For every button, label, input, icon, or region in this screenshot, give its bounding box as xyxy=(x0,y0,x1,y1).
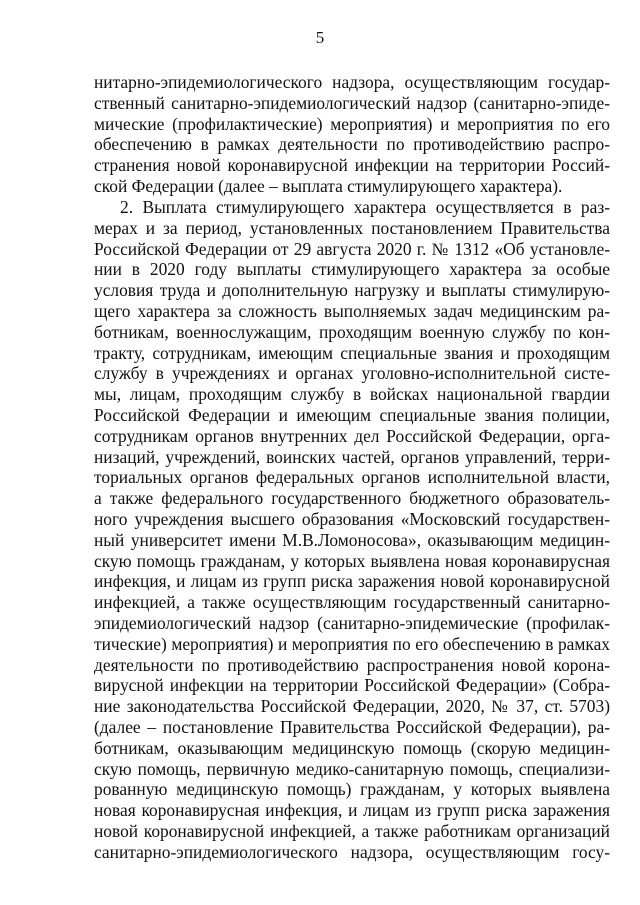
text-line: новой коронавирусной инфекцией, а также работникам организаций xyxy=(94,820,610,841)
page-number: 5 xyxy=(315,28,325,47)
text-line: нитарно-эпидемиологического надзора, осуществляющим государ- xyxy=(94,72,610,92)
text-line: а также федерального государственного бюджетного образователь- xyxy=(94,488,610,509)
text-line: (далее – постановление Правительства Российской Федерации), ра- xyxy=(94,716,610,737)
text-line: сотрудникам органов внутренних дел Российской Федерации, орга- xyxy=(94,425,610,446)
text-line: скую помощь, первичную медико-санитарную помощь, специализи- xyxy=(94,758,610,779)
text-line: Российской Федерации и имеющим специальные звания полиции, xyxy=(94,404,610,425)
text-line: мические (профилактические) мероприятия) и мероприятия по его xyxy=(94,113,610,134)
text-line: тические) мероприятия) и мероприятия по его обеспечению в рамках xyxy=(94,633,610,654)
text-line: ние законодательства Российской Федерации, 2020, № 37, ст. 5703) xyxy=(94,696,610,717)
text-line: инфекция, и лицам из групп риска заражения новой коронавирусной xyxy=(94,571,610,592)
text-line: обеспечению в рамках деятельности по противодействию распро- xyxy=(94,134,610,155)
text-line: ботникам, оказывающим медицинскую помощь (скорую медицин- xyxy=(94,737,610,758)
text-line: эпидемиологический надзор (санитарно-эпидемические (профилак- xyxy=(94,612,610,633)
text-line: скую помощь гражданам, у которых выявлена новая коронавирусная xyxy=(94,550,610,571)
text-line: тракту, сотрудникам, имеющим специальные звания и проходящим xyxy=(94,342,610,363)
text-line: 2. Выплата стимулирующего характера осуществляется в раз- xyxy=(120,197,610,217)
text-line: ственный санитарно-эпидемиологический надзор (санитарно-эпиде- xyxy=(94,92,610,113)
text-line: деятельности по противодействию распространения новой корона- xyxy=(94,654,610,675)
text-line: новая коронавирусная инфекция, и лицам из групп риска заражения xyxy=(94,800,610,821)
text-line: ботникам, военнослужащим, проходящим военную службу по кон- xyxy=(94,321,610,342)
text-line: щего характера за сложность выполняемых задач медицинским ра- xyxy=(94,300,610,321)
text-line: Российской Федерации от 29 августа 2020 г. № 1312 «Об установле- xyxy=(94,238,610,259)
text-line: мерах и за период, установленных постановлением Правительства xyxy=(94,217,610,238)
text-line: ного учреждения высшего образования «Московский государствен- xyxy=(94,508,610,529)
text-line: рованную медицинскую помощь) гражданам, у которых выявлена xyxy=(94,779,610,800)
text-line: нии в 2020 году выплаты стимулирующего характера за особые xyxy=(94,259,610,280)
text-line: санитарно-эпидемиологического надзора, осуществляющим госу- xyxy=(94,841,610,862)
text-line: ториальных органов федеральных органов исполнительной власти, xyxy=(94,467,610,488)
text-line: вирусной инфекции на территории Российской Федерации» (Собра- xyxy=(94,675,610,696)
text-line: ный университет имени М.В.Ломоносова», оказывающим медицин- xyxy=(94,529,610,550)
text-line: странения новой коронавирусной инфекции на территории Россий- xyxy=(94,155,610,176)
text-line: условия труда и дополнительную нагрузку и выплаты стимулирую- xyxy=(94,280,610,301)
text-line: мы, лицам, проходящим службу в войсках национальной гвардии xyxy=(94,384,610,405)
paragraph-continuation xyxy=(94,72,610,197)
text-line: службу в учреждениях и органах уголовно-исполнительной систе- xyxy=(94,363,610,384)
text-line: инфекцией, а также осуществляющим государственный санитарно- xyxy=(94,592,610,613)
text-line: низаций, учреждений, воинских частей, органов управлений, терри- xyxy=(94,446,610,467)
paragraph-2 xyxy=(94,197,610,863)
text-line: ской Федерации (далее – выплата стимулирующего характера). xyxy=(94,175,563,196)
